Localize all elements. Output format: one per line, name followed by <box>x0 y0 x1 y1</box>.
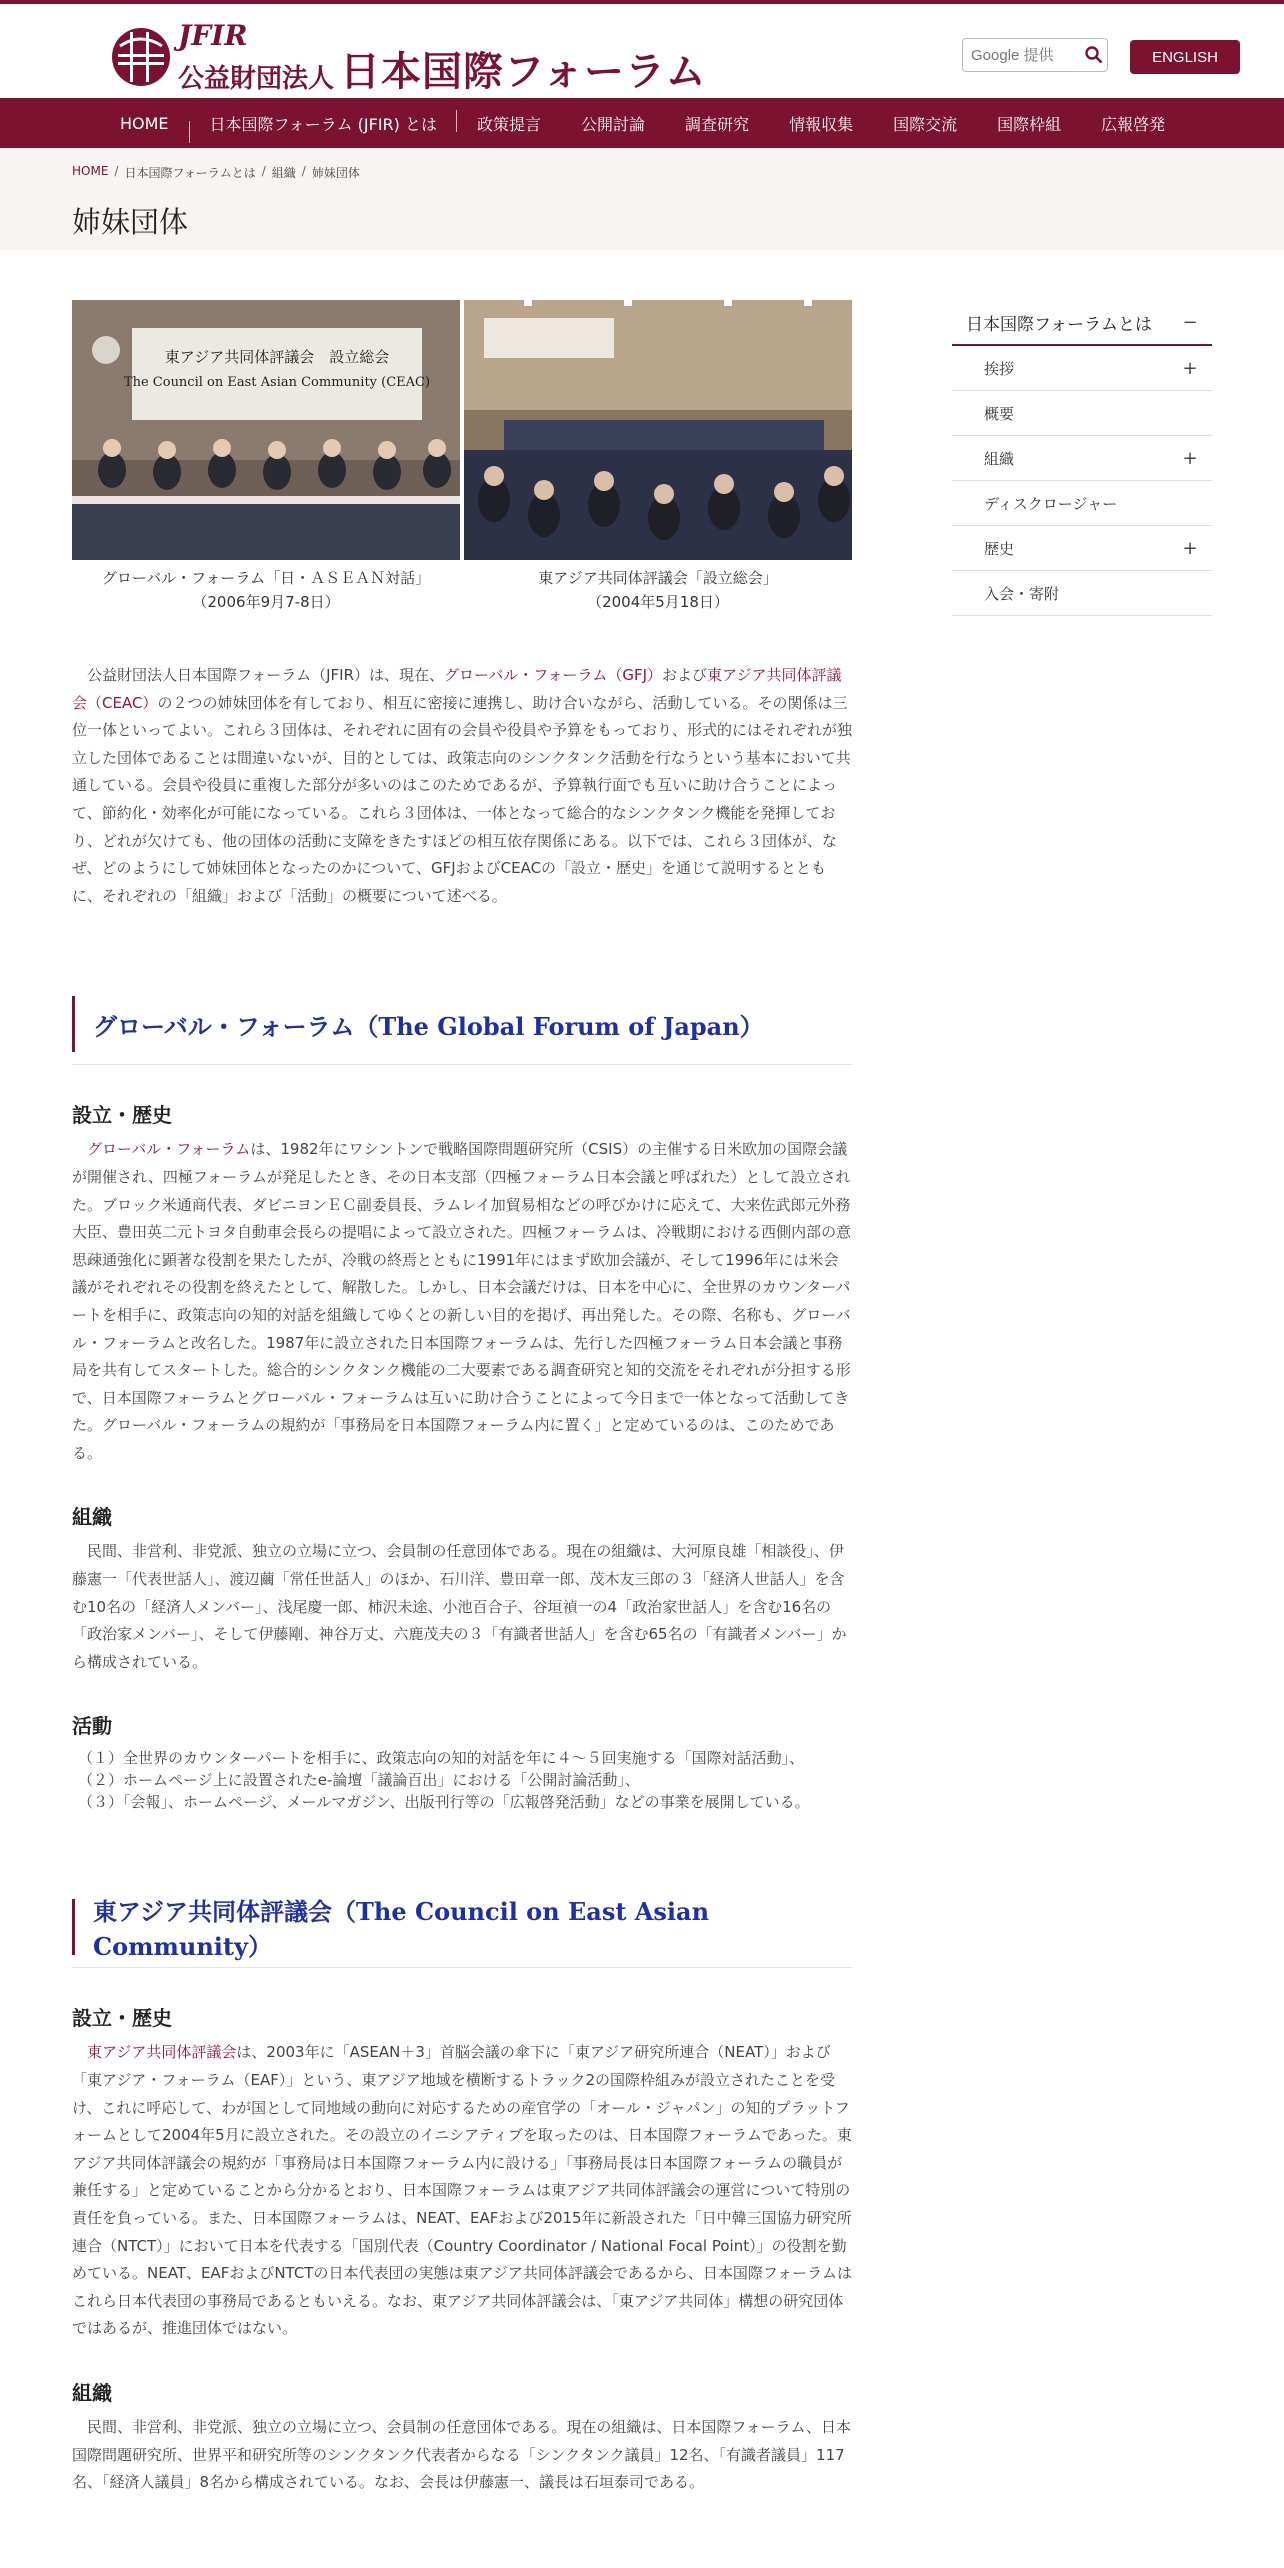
nav-debate[interactable]: 公開討論 <box>581 114 646 134</box>
photo-caption-title: 東アジア共同体評議会「設立総会」 <box>538 569 778 587</box>
nav-exchange[interactable]: 国際交流 <box>893 114 958 134</box>
intro-text: の２つの姉妹団体を有しており、相互に密接に連携し、助け合いながら、活動している。その関係は三位一体といってよい。これら３団体は、それぞれに固有の会員や役員や予算をもっており、形式的にはそれぞれが独立した団体であることは間違いないが、目的としては、政策志向のシンクタンク活動を行なうという基本において共通している。会員や役員に重複した部分が多いのはこのためであるが、予算執行面でも互いに助け合うことによって、節約化・効率化が可能になっている。これら３団体は、一体となって総合的なシンクタンク機能を発揮しており、どれが欠けても、他の団体の活動に支障をきたすほどの相互依存関係にある。以下では、これら３団体が、なぜ、どのようにして姉妹団体となったのかについて、GFJおよびCEACの「設立・歴史」を通じて説明するとともに、それぞれの「組織」および「活動」の概要について述べる。 <box>72 693 853 905</box>
search-input[interactable] <box>971 41 1081 69</box>
sidebar-item-label: 挨拶 <box>984 359 1015 378</box>
sidebar-item-label: 歴史 <box>984 539 1015 558</box>
ceac-org-paragraph: 民間、非営利、非党派、独立の立場に立つ、会員制の任意団体である。現在の組織は、日本国際フォーラム、日本国際問題研究所、世界平和研究所等のシンクタンク代表者からなる「シンクタンク議員」12名、「有識者議員」117名、「経済人議員」8名から構成されている。なお、会長は伊藤憲一、議長は石垣泰司である。 <box>72 2417 851 2492</box>
sidebar-item-label: ディスクロージャー <box>984 494 1118 513</box>
svg-text:東アジア共同体評議会 設立総会: 東アジア共同体評議会 設立総会 <box>164 348 390 366</box>
gfj-section-title: グローバル・フォーラム（The Global Forum of Japan） <box>72 996 852 1052</box>
list-item: （３）「会報」、ホームページ、メールマガジン、出版刊行等の「広報啓発活動」などの事業を展開している。 <box>78 1793 810 1812</box>
sidebar-item-disclosure[interactable] <box>952 481 1212 526</box>
sidebar-item-organization[interactable] <box>952 436 1212 481</box>
logo-prefix: 公益財団法人 <box>178 64 335 94</box>
english-button[interactable]: ENGLISH <box>1130 40 1240 74</box>
photo-caption-date: （2006年9月7-8日） <box>192 593 340 611</box>
site-header <box>0 4 1284 98</box>
intro-text: 公益財団法人日本国際フォーラム（JFIR）は、現在、 <box>87 666 445 684</box>
breadcrumb-about[interactable]: 日本国際フォーラムとは <box>124 166 256 180</box>
ceac-history-text: は、2003年に「ASEAN＋3」首脳会議の傘下に「東アジア研究所連合（NEAT）」および「東アジア・フォーラム（EAF）」という、東アジア地域を横断するトラック2の国際枠組みが設立されたことを受け、これに呼応して、わが国として同地域の動向に対応するための産官学の「オール・ジャパン」の知的プラットフォームとして2004年5月に設立された。その設立のイニシアティブを取ったのは、日本国際フォーラムであった。東アジア共同体評議会の規約が「事務局は日本国際フォーラム内に設ける」「事務局長は日本国際フォーラムの職員が兼任する」と定めていることから分かるとおり、日本国際フォーラムは東アジア共同体評議会の運営について特別の責任を負っている。また、日本国際フォーラムは、NEAT、EAFおよび2015年に新設された「日中韓三国協力研究所連合（NTCT）」において日本を代表する「国別代表（Country Coordinator / National Focal Point）」の役割を勤めている。NEAT、EAFおよびNTCTの日本代表団の実態は東アジア共同体評議会であるから、日本国際フォーラムはこれら日本代表団の事務局であるともいえる。なお、東アジア共同体評議会は、「東アジア共同体」構想の研究団体ではあるが、推進団体ではない。 <box>72 2043 852 2338</box>
gfj-link[interactable]: グローバル・フォーラム（GFJ） <box>444 666 663 684</box>
ceac-history-heading: 設立・歴史 <box>72 2006 172 2031</box>
ceac-link[interactable]: 東アジア共同体評議会（CEAC） <box>72 666 842 712</box>
section-divider <box>72 1064 852 1065</box>
sidebar-item-history[interactable] <box>952 526 1212 571</box>
jfir-emblem-icon <box>110 26 172 88</box>
expand-plus-icon[interactable]: + <box>1182 357 1198 379</box>
sidebar-item-overview[interactable] <box>952 391 1212 436</box>
breadcrumb <box>72 164 360 181</box>
search-button[interactable] <box>1081 41 1107 69</box>
main-nav <box>0 98 1284 148</box>
nav-about[interactable]: 日本国際フォーラム (JFIR) とは <box>190 112 457 135</box>
svg-text:The Council on East Asian Comm: The Council on East Asian Community (CEAC) <box>123 375 431 390</box>
logo-text <box>178 19 707 95</box>
gfj-history-text: は、1982年にワシントンで戦略国際問題研究所（CSIS）の主催する日米欧加の国際会議が開催され、四極フォーラムが発足したとき、その日本支部（四極フォーラム日本会議と呼ばれた）として設立された。ブロック米通商代表、ダビニヨンＥＣ副委員長、ラムレイ加貿易相などの呼びかけに応えて、大来佐武郎元外務大臣、豊田英二元トヨタ自動車会長らの提唱によって設立された。四極フォーラムは、冷戦期における西側内部の意思疎通強化に顕著な役割を果たしたが、冷戦の終焉とともに1991年にはまず欧加会議が、そして1996年には米会議がそれぞれその役割を終えたとして、解散した。しかし、日本会議だけは、日本を中心に、全世界のカウンターパートを相手に、政策志向の知的対話を組織してゆくとの新しい目的を掲げ、再出発した。その際、名称も、グローバル・フォーラムと改名した。1987年に設立された日本国際フォーラムは、先行した四極フォーラム日本会議と事務局を共有してスタートした。総合的シンクタンク機能の二大要素である調査研究と知的交流をそれぞれが分担する形で、日本国際フォーラムとグローバル・フォーラムは互いに助け合うことによって今日まで一体となって活動してきた。グローバル・フォーラムの規約が「事務局を日本国際フォーラム内に置く」と定めているのは、このためである。 <box>72 1140 852 1462</box>
photo-caption-title: グローバル・フォーラム「日・ＡＳＥＡＮ対話」 <box>101 569 431 587</box>
search-icon <box>1085 46 1103 64</box>
breadcrumb-separator: / <box>261 164 266 178</box>
sidebar-title: 日本国際フォーラムとは <box>966 314 1152 335</box>
ceac-inline-link[interactable]: 東アジア共同体評議会 <box>87 2043 237 2062</box>
photo-caption <box>72 566 460 614</box>
nav-pr[interactable]: 広報啓発 <box>1101 114 1166 134</box>
gfj-history-paragraph <box>72 1136 852 1467</box>
photo-row <box>72 300 852 614</box>
gfj-org-heading: 組織 <box>72 1505 112 1530</box>
intro-paragraph <box>72 662 852 910</box>
collapse-minus-icon[interactable]: − <box>1182 311 1198 333</box>
nav-info[interactable]: 情報収集 <box>789 114 854 134</box>
sidebar-header[interactable] <box>952 300 1212 346</box>
nav-research[interactable]: 調査研究 <box>685 114 750 134</box>
sidebar-item-label: 入会・寄附 <box>984 584 1060 603</box>
expand-plus-icon[interactable]: + <box>1182 447 1198 469</box>
search-box <box>962 38 1108 72</box>
sidebar-item-membership[interactable] <box>952 571 1212 616</box>
expand-plus-icon[interactable]: + <box>1182 537 1198 559</box>
sidebar-item-label: 概要 <box>984 404 1015 423</box>
section-divider <box>72 1967 852 1968</box>
breadcrumb-separator: / <box>114 164 119 178</box>
list-item: （１）全世界のカウンターパートを相手に、政策志向の知的対話を年に４～５回実施する「国際対話活動」、 <box>78 1749 805 1768</box>
list-item: （２）ホームページ上に設置されたe-論壇「議論百出」における「公開討論活動」、 <box>78 1771 640 1790</box>
photo-asean-dialogue <box>72 300 460 614</box>
gfj-org-paragraph: 民間、非営利、非党派、独立の立場に立つ、会員制の任意団体である。現在の組織は、大河原良雄「相談役」、伊藤憲一「代表世話人」、渡辺繭「常任世話人」のほか、石川洋、豊田章一郎、茂木友三郎の３「経済人世話人」を含む10名の「経済人メンバー」、浅尾慶一郎、柿沢未途、小池百合子、谷垣禎一の4「政治家世話人」を含む16名の「政治家メンバー」、そして伊藤剛、神谷万丈、六鹿茂夫の３「有識者世話人」を含む65名の「有識者メンバー」から構成されている。 <box>72 1542 847 1671</box>
nav-framework[interactable]: 国際枠組 <box>997 114 1062 134</box>
gfj-activity-heading: 活動 <box>72 1714 112 1739</box>
photo-caption-date: （2004年5月18日） <box>587 593 729 611</box>
breadcrumb-current: 姉妹団体 <box>311 166 360 180</box>
page-title-band <box>0 148 1284 250</box>
page-title: 姉妹団体 <box>72 205 189 239</box>
breadcrumb-home[interactable]: HOME <box>72 164 109 178</box>
ceac-section-title: 東アジア共同体評議会（The Council on East Asian Community） <box>72 1899 852 1955</box>
ceac-history-paragraph <box>72 2039 852 2343</box>
logo-jfir: JFIR <box>178 19 248 52</box>
nav-home[interactable]: HOME <box>120 113 169 133</box>
main-content <box>72 300 852 2497</box>
photo-caption <box>464 566 852 614</box>
site-logo[interactable] <box>110 19 707 95</box>
logo-name: 日本国際フォーラム <box>340 48 707 95</box>
breadcrumb-separator: / <box>301 164 306 178</box>
sidebar-menu <box>952 300 1212 616</box>
sidebar-item-greeting[interactable] <box>952 346 1212 391</box>
gfj-activity-list <box>72 1747 852 1813</box>
intro-text: および <box>662 666 708 684</box>
ceac-org-heading: 組織 <box>72 2380 112 2405</box>
nav-policy[interactable]: 政策提言 <box>477 114 542 134</box>
photo-ceac-founding <box>464 300 852 614</box>
breadcrumb-org[interactable]: 組織 <box>271 166 296 180</box>
gfj-inline-link[interactable]: グローバル・フォーラム <box>87 1140 251 1159</box>
photo-asean-image <box>72 300 460 560</box>
gfj-history-heading: 設立・歴史 <box>72 1103 172 1128</box>
photo-ceac-image <box>464 300 852 560</box>
sidebar-item-label: 組織 <box>984 449 1015 468</box>
